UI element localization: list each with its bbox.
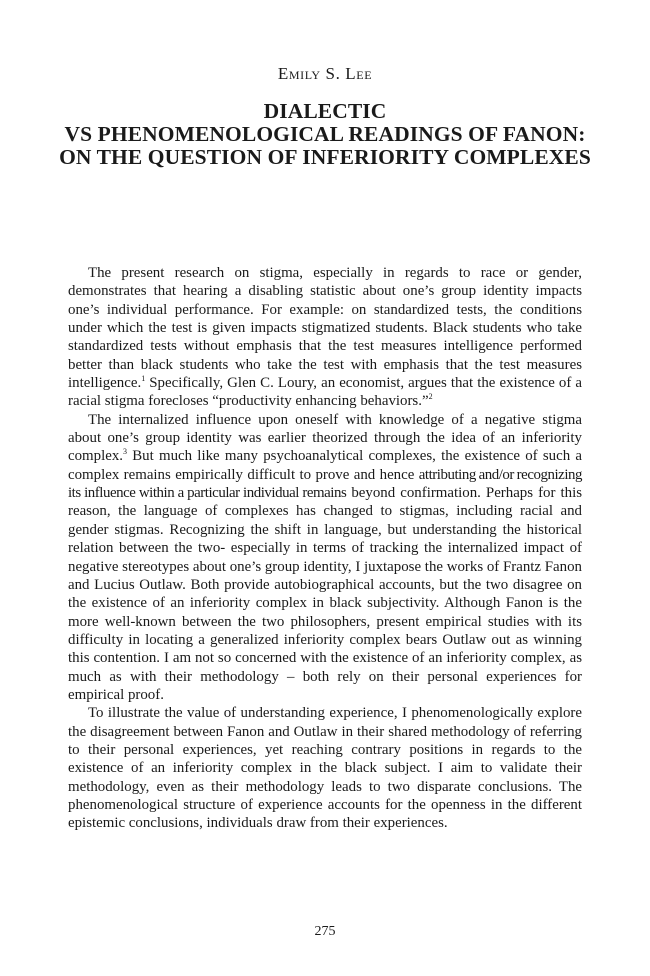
article-title	[0, 100, 650, 169]
title-line-1: DIALECTIC	[263, 99, 387, 123]
paragraph-3	[68, 704, 582, 832]
title-line-3: ON THE QUESTION OF INFERIORITY COMPLEXES	[59, 145, 591, 169]
footnote-ref-2: 2	[428, 392, 433, 402]
paragraph-3-text: To illustrate the value of understanding experience, I phenomenologically explore the disagreement between Fanon and Outlaw in their shared methodology of referring to their personal experiences, yet reaching contrary positions in regards to the existence of an inferiority complex in the black subject. I aim to validate their methodology, even as their methodology leads to two disparate conclusions. The phenomenological structure of experience accounts for the openness in the different epistemic conclusions, individuals draw from their experiences.	[68, 705, 582, 832]
article-body	[68, 264, 582, 833]
paragraph-2-text-d: beyond confirmation. Perhaps for this reason, the language of complexes has changed to stigmas, including racial and gender stigmas. Recognizing the shift in language, but understanding the historical relation between the two- especially in terms of tracking the internalized impact of negative stereotypes about one’s group identity, I juxtapose the works of Frantz Fanon and Lucius Outlaw. Both provide autobiographical accounts, but the two disagree on the existence of an inferiority complex in black subjectivity. Although Fanon is the more well-known between the two philosophers, present empirical studies with its difficulty in locating a generalized inferiority complex bears Outlaw out as winning this contention. I am not so concerned with the existence of an inferiority complex, as much as with their methodology – both rely on their personal experiences for empirical proof.	[68, 485, 583, 703]
running-header-author: Emily S. Lee	[277, 64, 373, 83]
paragraph-2	[68, 411, 582, 705]
paragraph-1-text-b: Specifically, Glen C. Loury, an economist, argues that the existence of a racial stigma forecloses “productivity enhancing behaviors.”	[68, 375, 582, 410]
paragraph-1-text-a: The present research on stigma, especially in regards to race or gender, demonstrates that hearing a disabling statistic about one’s group identity impacts one’s individual performance. For example: on standardized tests, the conditions under which the test is given impacts stigmatized students. Black students who take standardized tests without emphasis that the test measures intelligence performed better than black students who take the test with emphasis that the test measures intelligence.	[68, 265, 582, 392]
page-number: 275	[314, 924, 336, 939]
title-line-2: VS PHENOMENOLOGICAL READINGS OF FANON:	[64, 122, 586, 146]
footnote-ref-3: 3	[123, 447, 127, 457]
paragraph-2-text-c: attributing and/or recognizing its influence within a particular individual remains	[68, 466, 582, 502]
footnote-ref-1: 1	[141, 374, 146, 384]
paragraph-2-text-b: But much like many psychoanalytical complexes, the existence of such a complex remains empirically difficult to prove and hence	[68, 448, 582, 483]
paragraph-1	[68, 264, 582, 411]
paragraph-2-text-a: The internalized influence upon oneself with knowledge of a negative stigma about one’s group identity was earlier theorized through the idea of an inferiority complex.	[68, 411, 582, 465]
